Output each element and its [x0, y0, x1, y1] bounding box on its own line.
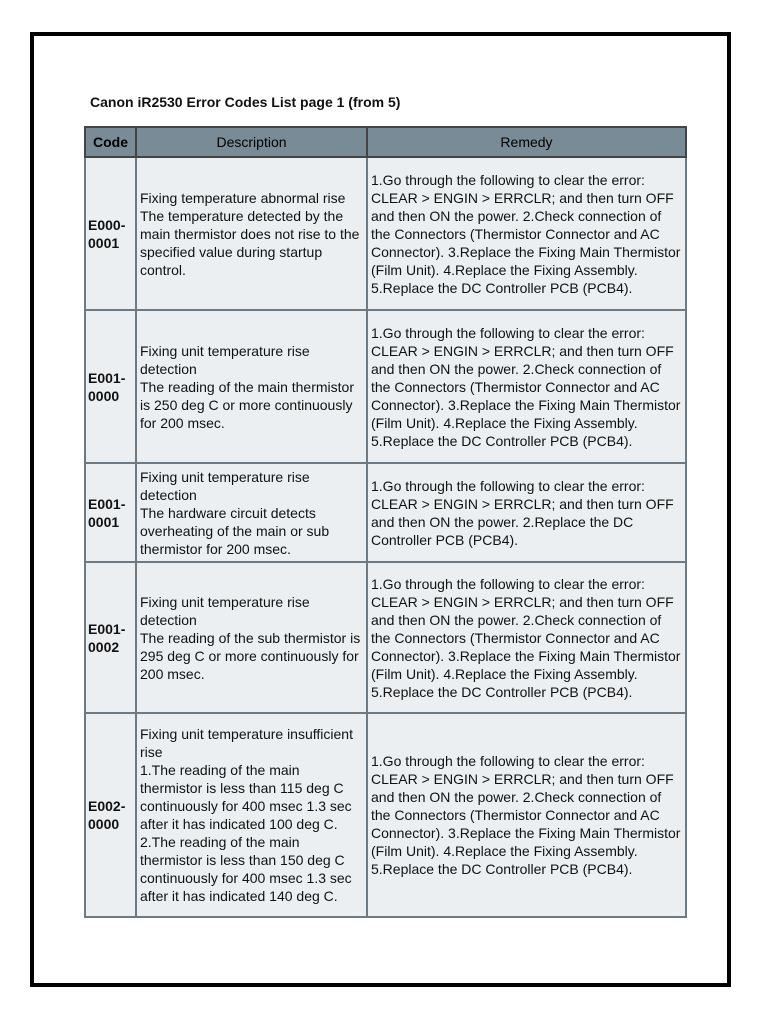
table-row — [85, 562, 686, 713]
table-row — [85, 713, 686, 917]
page-title: Canon iR2530 Error Codes List page 1 (from 5) — [90, 94, 401, 110]
error-code-cell: E001-0002 — [85, 562, 136, 713]
description-cell: Fixing unit temperature rise detection The hardware circuit detects overheating of the main or sub thermistor for 200 msec. — [136, 463, 367, 562]
table-row — [85, 310, 686, 463]
error-codes-table — [84, 126, 687, 918]
description-cell: Fixing unit temperature rise detection The reading of the sub thermistor is 295 deg C or more continuously for 200 msec. — [136, 562, 367, 713]
description-cell: Fixing unit temperature rise detection The reading of the main thermistor is 250 deg C or more continuously for 200 msec. — [136, 310, 367, 463]
remedy-cell: 1.Go through the following to clear the error: CLEAR > ENGIN > ERRCLR; and then turn OFF and then ON the power. 2.Check connection of the Connectors (Thermistor Connector and AC Connector). 3.Replace the Fixing Main Thermistor (Film Unit). 4.Replace the Fixing Assembly. 5.Replace the DC Controller PCB (PCB4). — [367, 562, 686, 713]
error-code-cell: E002-0000 — [85, 713, 136, 917]
error-code-cell: E001-0001 — [85, 463, 136, 562]
remedy-cell: 1.Go through the following to clear the error: CLEAR > ENGIN > ERRCLR; and then turn OFF and then ON the power. 2.Replace the DC Controller PCB (PCB4). — [367, 463, 686, 562]
remedy-cell: 1.Go through the following to clear the error: CLEAR > ENGIN > ERRCLR; and then turn OFF and then ON the power. 2.Check connection of the Connectors (Thermistor Connector and AC Connector). 3.Replace the Fixing Main Thermistor (Film Unit). 4.Replace the Fixing Assembly. 5.Replace the DC Controller PCB (PCB4). — [367, 310, 686, 463]
column-header-code: Code — [85, 127, 136, 157]
table-header-row — [85, 127, 686, 157]
description-cell: Fixing temperature abnormal rise The temperature detected by the main thermistor does not rise to the specified value during startup control. — [136, 157, 367, 310]
description-cell: Fixing unit temperature insufficient rise 1.The reading of the main thermistor is less than 115 deg C continuously for 400 msec 1.3 sec after it has indicated 100 deg C. 2.The reading of the main thermistor is less than 150 deg C continuously for 400 msec 1.3 sec after it has indicated 140 deg C. — [136, 713, 367, 917]
table-row — [85, 463, 686, 562]
table-row — [85, 157, 686, 310]
remedy-cell: 1.Go through the following to clear the error: CLEAR > ENGIN > ERRCLR; and then turn OFF and then ON the power. 2.Check connection of the Connectors (Thermistor Connector and AC Connector). 3.Replace the Fixing Main Thermistor (Film Unit). 4.Replace the Fixing Assembly. 5.Replace the DC Controller PCB (PCB4). — [367, 157, 686, 310]
column-header-remedy: Remedy — [367, 127, 686, 157]
remedy-cell: 1.Go through the following to clear the error: CLEAR > ENGIN > ERRCLR; and then turn OFF and then ON the power. 2.Check connection of the Connectors (Thermistor Connector and AC Connector). 3.Replace the Fixing Main Thermistor (Film Unit). 4.Replace the Fixing Assembly. 5.Replace the DC Controller PCB (PCB4). — [367, 713, 686, 917]
error-code-cell: E000-0001 — [85, 157, 136, 310]
column-header-description: Description — [136, 127, 367, 157]
error-code-cell: E001-0000 — [85, 310, 136, 463]
